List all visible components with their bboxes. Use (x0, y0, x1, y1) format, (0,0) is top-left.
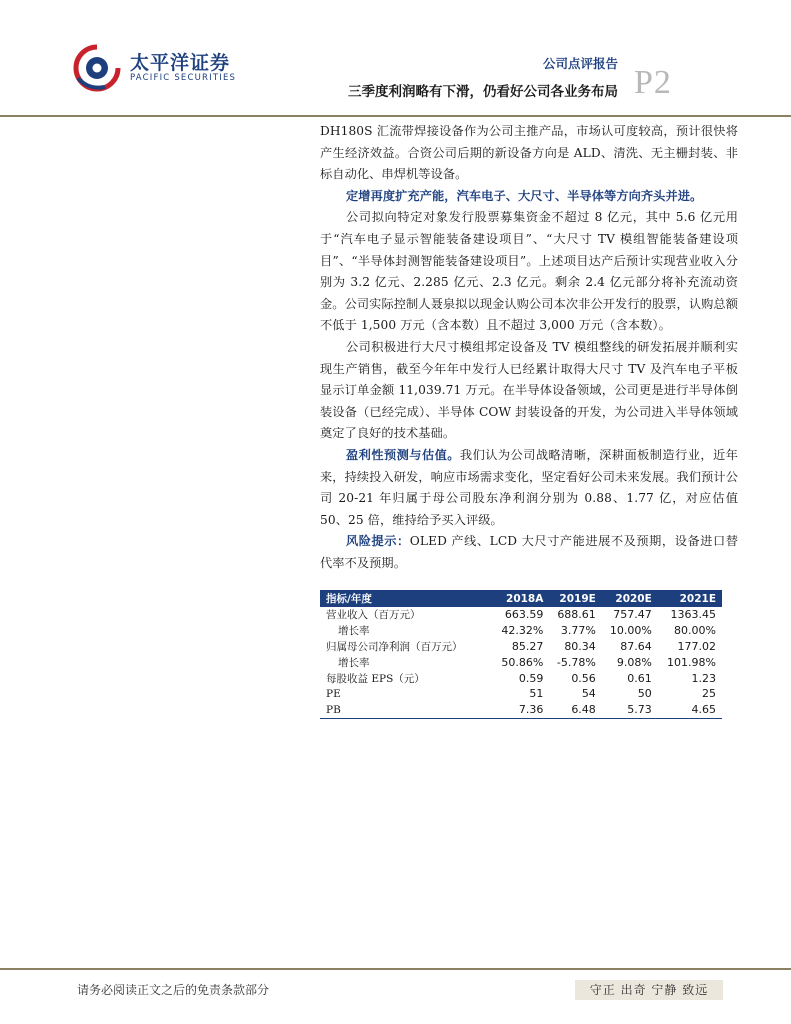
table-row (320, 670, 722, 686)
table-cell: 51 (529, 687, 544, 701)
risk-text: OLED 产线、LCD 大尺寸产能进展不及预期，设备进口替代率不及预期。 (320, 534, 739, 570)
footer-divider (0, 968, 791, 970)
table-row (320, 623, 722, 639)
table-cell: 42.32% (501, 624, 544, 638)
table-cell: 1.23 (691, 671, 716, 685)
forecast-text: 我们认为公司战略清晰，深耕面板制造行业，近年来，持续投入研发，响应市场需求变化，坚定看好公司未来发展。我们预计公司 20-21 年归属于母公司股东净利润分别为 0.88、1.77 亿，对应估值 50、25 倍，维持给予买入评级。 (320, 447, 739, 527)
header-divider (0, 115, 791, 117)
paragraph-equipment: DH180S 汇流带焊接设备作为公司主推产品，市场认可度较高，预计很快将产生经济效益。合资公司后期的新设备方向是 ALD、清洗、无主栅封装、非标自动化、串焊机等设备。 (320, 124, 738, 182)
table-row-label: 每股收益 EPS（元） (326, 672, 425, 685)
risk-heading: 风险提示： (346, 534, 410, 549)
table-cell: 5.73 (602, 702, 658, 718)
table-header-cell: 2019E (549, 590, 601, 607)
table-cell: 25 (702, 687, 716, 701)
company-motto: 守正 出奇 宁静 致远 (575, 980, 723, 1000)
table-cell: 688.61 (557, 608, 596, 622)
table-cell: 0.56 (571, 671, 596, 685)
paragraph-forecast (320, 445, 738, 531)
table-cell: 10.00% (609, 624, 652, 638)
table-cell: 757.47 (613, 608, 652, 622)
table-cell: 50 (637, 687, 652, 701)
table-header-cell: 2018A (493, 590, 549, 607)
section-heading-capacity: 定增再度扩充产能，汽车电子、大尺寸、半导体等方向齐头并进。 (346, 188, 703, 203)
table-row (320, 639, 722, 655)
table-row (320, 686, 722, 702)
table-cell: 0.59 (518, 671, 544, 685)
paragraph-risk (320, 531, 738, 574)
table-row-label: 归属母公司净利润（百万元） (326, 640, 463, 653)
logo-english-name: PACIFIC SECURITIES (130, 73, 237, 83)
table-cell: 80.34 (564, 639, 596, 653)
report-body (320, 121, 738, 574)
table-cell: 1363.45 (670, 608, 716, 622)
table-cell: 663.59 (504, 608, 544, 622)
forecast-heading: 盈利性预测与估值。 (346, 447, 460, 462)
table-row (320, 702, 722, 718)
table-cell: 85.27 (511, 639, 544, 653)
table-cell: 6.48 (549, 702, 601, 718)
paragraph-private-placement: 公司拟向特定对象发行股票募集资金不超过 8 亿元，其中 5.6 亿元用于“汽车电子显示智能装备建设项目”、“大尺寸 TV 模组智能装备建设项目”、“半导体封测智能装备建设项目”。上述项目达产后预计实现营业收入分别为 3.2 亿元、2.285 亿元、2.3 亿元。剩余 2.4 亿元部分将补充流动资金。公司实际控制人聂泉拟以现金认购公司本次非公开发行的股票，认购总额不低于 1,500 万元（含本数）且不超过 3,000 万元（含本数）。 (320, 210, 738, 333)
logo-chinese-name: 太平洋证券 (130, 52, 231, 74)
table-cell: 80.00% (674, 624, 716, 638)
financial-forecast-table (320, 590, 722, 719)
table-row-label: 营业收入（百万元） (326, 609, 421, 622)
table-row (320, 607, 722, 623)
table-cell: 9.08% (616, 655, 652, 669)
table-cell: 101.98% (667, 655, 716, 669)
company-logo (72, 42, 242, 92)
table-body (320, 607, 722, 718)
table-cell: 0.61 (627, 671, 652, 685)
table-header-cell: 2021E (658, 590, 722, 607)
table-row-label: 增长率 (338, 656, 370, 669)
table-cell: 177.02 (677, 639, 716, 653)
table-row (320, 654, 722, 670)
table-cell: 54 (581, 687, 596, 701)
table-cell: 87.64 (620, 639, 652, 653)
paragraph-large-size-semiconductor: 公司积极进行大尺寸模组邦定设备及 TV 模组整线的研发拓展并顺利实现生产销售，截至今年年中发行人已经累计取得大尺寸 TV 及汽车电子平板显示订单金额 11,039.71 万元。在半导体设备领域，公司更是进行半导体倒装设备（已经完成）、半导体 COW 封装设备的开发，为公司进入半导体领域奠定了良好的技术基础。 (320, 339, 738, 441)
table-cell: 7.36 (493, 702, 549, 718)
report-type: 公司点评报告 (542, 56, 618, 71)
table-header-cell: 2020E (602, 590, 658, 607)
page-number: P2 (634, 64, 672, 101)
table-cell: 50.86% (501, 655, 544, 669)
pacific-securities-logo-icon (72, 42, 122, 92)
table-header-row (320, 590, 722, 607)
report-headline: 三季度利润略有下滑，仍看好公司各业务布局 (348, 84, 618, 100)
table-header-cell: 指标/年度 (320, 590, 493, 607)
table-cell: 4.65 (658, 702, 722, 718)
table-row-label: 增长率 (338, 625, 370, 638)
table-row-label: PB (320, 702, 493, 718)
table-row-label: PE (326, 687, 341, 700)
table-cell: 3.77% (560, 624, 596, 638)
table-cell: -5.78% (556, 655, 596, 669)
disclaimer-notice: 请务必阅读正文之后的免责条款部分 (77, 983, 270, 997)
